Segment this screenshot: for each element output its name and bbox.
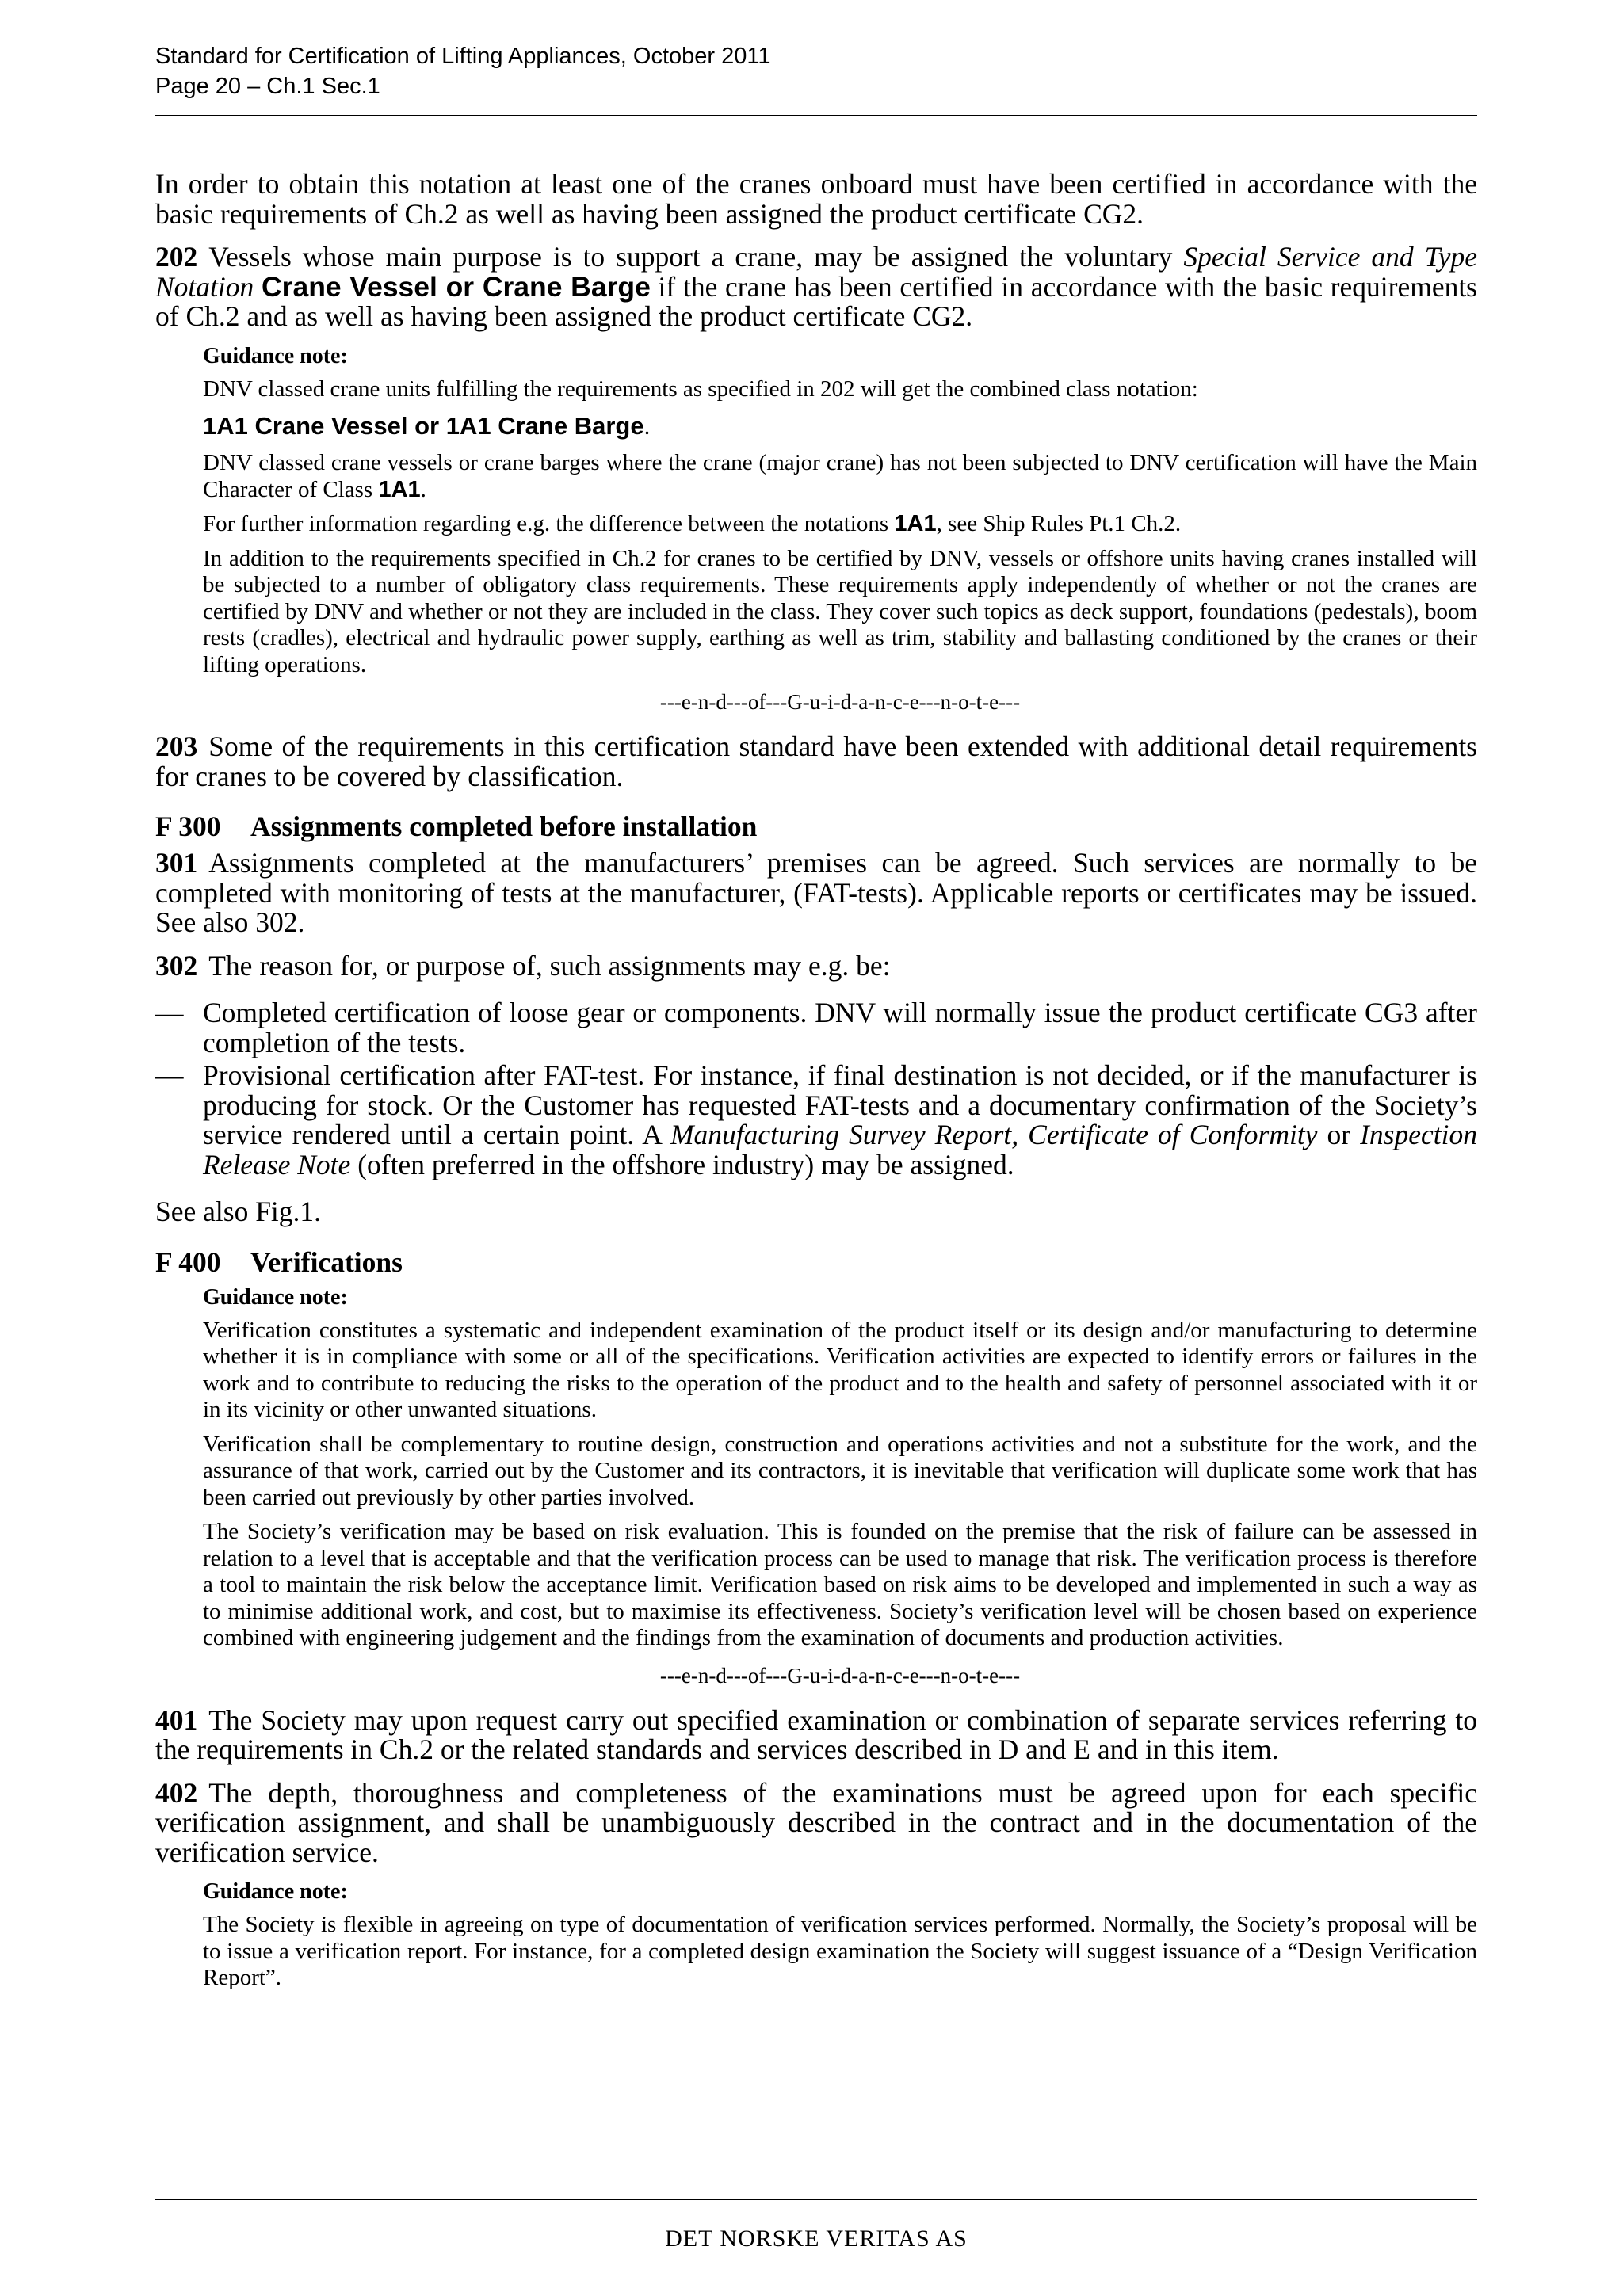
paragraph-203: 203 Some of the requirements in this certification standard have been extended with additional detail requirements for cranes to be covered by classification. [155, 730, 1477, 792]
guidance-note-1 [203, 343, 1477, 715]
paragraph-202: 202 Vessels whose main purpose is to support a crane, may be assigned the voluntary Special Service and Type Notation Crane Vessel or Crane Barge if the crane has been certified in accordance with the basic requirements of Ch.2 and as well as having been assigned the product certificate CG2. [155, 241, 1477, 332]
notation-term: Crane Vessel or Crane Barge [262, 270, 651, 303]
italic-term: Special Service and Type Notation [155, 241, 1477, 303]
guidance-paragraph: DNV classed crane units fulfilling the requirements as specified in 202 will get the combined class notation: [203, 376, 1198, 402]
guidance-paragraph: In addition to the requirements specified in Ch.2 for cranes to be certified by DNV, vessels or offshore units having cranes installed will be subjected to a number of obligatory class requirements. These requirements apply independently of whether or not the cranes are certified by DNV and whether or not they are included in the class. They cover such topics as deck support, foundations (pedestals), boom rests (cradles), electrical and hydraulic power supply, earthing as well as trim, stability and ballasting conditioned by the cranes or their lifting operations. [203, 545, 1477, 677]
paragraph-number: 202 [155, 241, 198, 273]
guidance-end-marker: ---e-n-d---of---G-u-i-d-a-n-c-e---n-o-t-e--- [659, 1663, 1021, 1688]
paragraph-number: 402 [155, 1776, 198, 1809]
paragraph-402: 402 The depth, thoroughness and completeness of the examinations must be agreed upon for each specific verification assignment, and shall be unambiguously described in the contract and in the documentation of the verification service. [155, 1776, 1477, 1868]
dash-bullet: — [155, 1059, 184, 1091]
footer-divider [155, 2199, 1477, 2200]
see-also-line: See also Fig.1. [155, 1196, 322, 1227]
header-divider [155, 115, 1477, 116]
assignment-reasons-list [155, 998, 1477, 1180]
paragraph-401: 401 The Society may upon request carry out specified examination or combination of separate services referring to the requirements in Ch.2 or the related standards and services described in D and E and in this item. [155, 1703, 1477, 1765]
guidance-title: Guidance note: [203, 343, 348, 368]
guidance-note-2 [203, 1284, 1477, 1688]
guidance-title: Guidance note: [203, 1284, 348, 1310]
list-item: — Provisional certification after FAT-test. For instance, if final destination is not decided, or if the manufacturer is producing for stock. Or the Customer has requested FAT-tests and a documentary confirmation of the Society’s service rendered until a certain point. A Manufacturing Survey Report, Certificate of Conformity or Inspection Release Note (often preferred in the offshore industry) may be assigned. [155, 1059, 1477, 1180]
list-item: — Completed certification of loose gear or components. DNV will normally issue the product certificate CG3 after completion of the tests. [155, 997, 1477, 1058]
guidance-paragraph: The Society’s verification may be based on risk evaluation. This is founded on the premise that the risk of failure can be assessed in relation to a level that is acceptable and that the verification process can be used to manage that risk. The verification process is therefore a tool to maintain the risk below the acceptance limit. Verification based on risk aims to be developed and implemented in such a way as to minimise additional work, and cost, but to maximise its effectiveness. Society’s verification level will be chosen based on experience combined with engineering judgement and the findings from the examination of documents and production activities. [203, 1519, 1477, 1650]
paragraph-number: 301 [155, 847, 198, 879]
paragraph-number: 302 [155, 949, 198, 982]
section-heading-f300 [155, 810, 1477, 842]
guidance-end-marker: ---e-n-d---of---G-u-i-d-a-n-c-e---n-o-t-e--- [659, 690, 1021, 714]
guidance-paragraph: Verification constitutes a systematic and independent examination of the product itself or its design and/or manufacturing to determine whether it is in compliance with some or all of the specifications. Verification activities are expected to identify errors or failures in the work and to contribute to reducing the risks to the operation of the product and to the health and safety of personnel associated with it or in its vicinity or other unwanted situations. [203, 1317, 1477, 1422]
guidance-paragraph: Verification shall be complementary to routine design, construction and operations activities and not a substitute for the work, and the assurance of that work, carried out by the Customer and its contractors, it is inevitable that verification will duplicate some work that has been carried out previously by other parties involved. [203, 1431, 1477, 1510]
section-heading-f400 [155, 1246, 1477, 1278]
paragraph-number: 203 [155, 730, 198, 762]
paragraph-302: 302 The reason for, or purpose of, such assignments may e.g. be: [155, 949, 891, 982]
section-title: Assignments completed before installation [250, 810, 758, 842]
intro-paragraph: In order to obtain this notation at least one of the cranes onboard must have been certified in accordance with the basic requirements of Ch.2 as well as having been assigned the product certificate CG2. [155, 168, 1477, 230]
section-number: F 400 [155, 1245, 221, 1278]
header-title: Standard for Certification of Lifting Appliances, October 2011 [155, 44, 771, 69]
page-body [155, 170, 1477, 2000]
page-footer: DET NORSKE VERITAS AS [665, 2225, 968, 2252]
guidance-title: Guidance note: [203, 1879, 348, 1904]
paragraph-301: 301 Assignments completed at the manufacturers’ premises can be agreed. Such services are normally to be completed with monitoring of tests at the manufacturer, (FAT-tests). Applicable reports or certificates may be issued. See also 302. [155, 847, 1477, 938]
guidance-paragraph: The Society is flexible in agreeing on type of documentation of verification services performed. Normally, the Society’s proposal will be to issue a verification report. For instance, for a completed design examination the Society will suggest issuance of a “Design Verification Report”. [203, 1912, 1477, 1990]
section-title: Verifications [250, 1245, 403, 1278]
page-header [155, 41, 1477, 101]
guidance-paragraph: DNV classed crane vessels or crane barges where the crane (major crane) has not been subjected to DNV certification will have the Main Character of Class 1A1. [203, 450, 1477, 502]
section-number: F 300 [155, 810, 221, 842]
paragraph-number: 401 [155, 1703, 198, 1736]
guidance-note-3 [203, 1878, 1477, 1992]
dash-bullet: — [155, 997, 184, 1028]
header-page-ref: Page 20 – Ch.1 Sec.1 [155, 74, 380, 99]
guidance-paragraph: For further information regarding e.g. the difference between the notations 1A1, see Ship Rules Pt.1 Ch.2. [203, 511, 1182, 536]
class-notation: 1A1 Crane Vessel or 1A1 Crane Barge. [203, 412, 651, 440]
